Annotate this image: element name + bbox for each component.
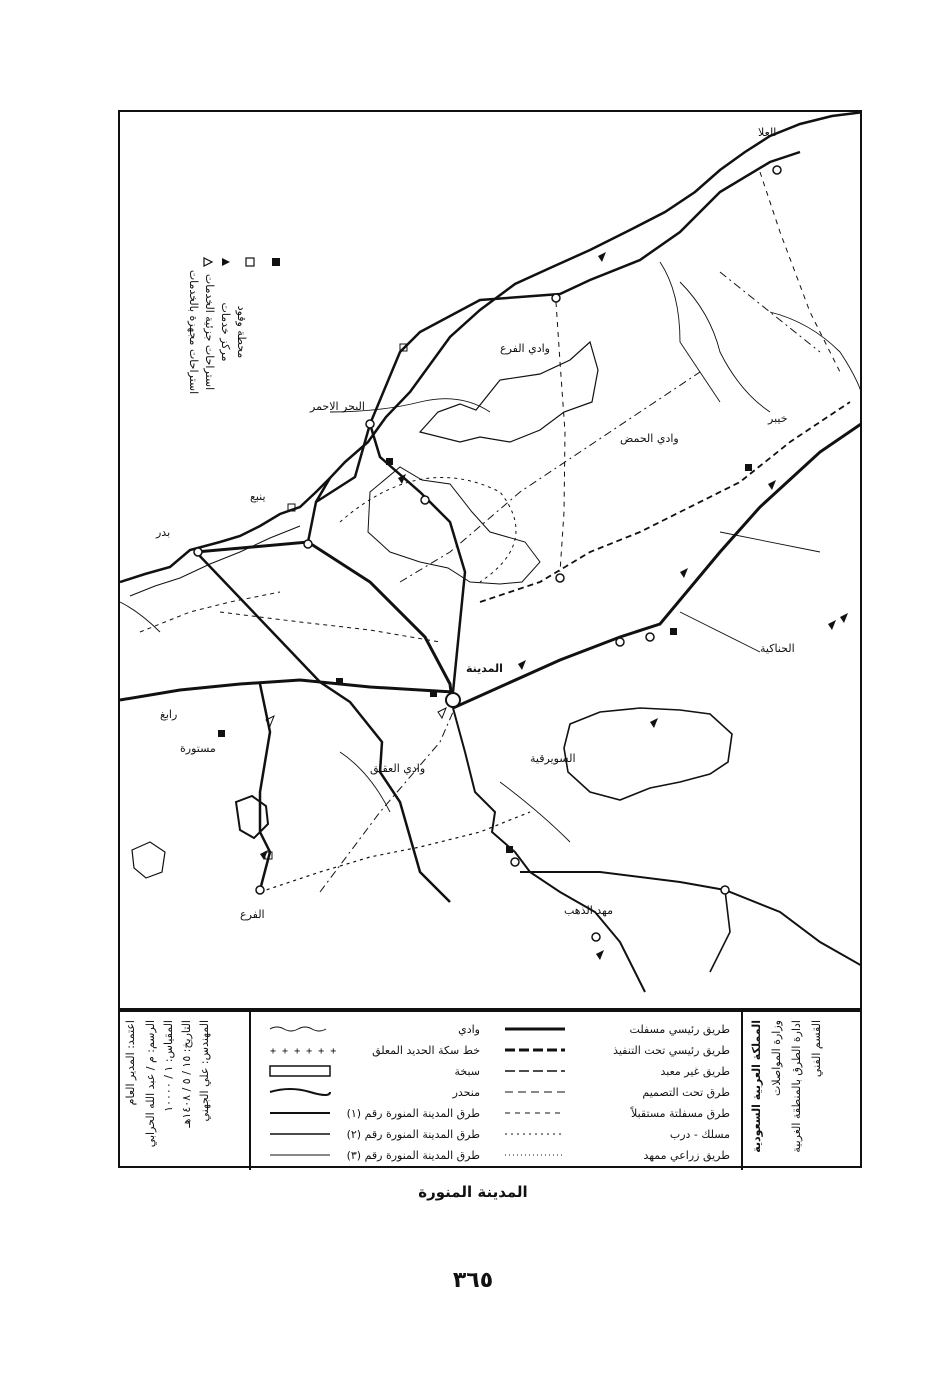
label-mastura: مستورة [180, 742, 216, 755]
label-hinakiyah: الحناكية [760, 642, 795, 655]
road-type-1: طريق رئيسي مسفلت [629, 1023, 730, 1036]
legend-line-3: مركز خدمات [219, 302, 232, 362]
road-type-2: طريق رئيسي تحت التنفيذ [613, 1044, 730, 1057]
escarpment-outline [420, 342, 598, 442]
title-line-4: القسم الفني [810, 1020, 823, 1078]
lake-outline [132, 842, 165, 878]
drawing-info-1: الرسم: م / عبد الله الحرابي [144, 1020, 157, 1148]
drawing-info-4: المهندس: علي الجهني [198, 1020, 211, 1122]
title-line-3: ادارة الطرق بالمنطقة الغربية [790, 1020, 803, 1153]
road-type-6: مسلك - درب [669, 1128, 730, 1141]
label-wadi-fara: وادي الفرع [500, 342, 550, 355]
label-wadi-aqiq: وادي العقيق [370, 762, 426, 775]
full-service-rest-symbol [386, 458, 393, 465]
map-legend [118, 1010, 862, 1168]
road-type-5: طرق مسفلتة مستقبلاً [631, 1107, 730, 1120]
legend-drawing [120, 1012, 864, 1170]
title-line-1: المملكة العربية السعودية [750, 1020, 763, 1153]
label-wadi-hamd: وادي الحمض [620, 432, 679, 445]
road-types-legend [505, 1023, 730, 1163]
road-type-4: طرق تحت التصميم [642, 1086, 730, 1099]
road-type-3: طريق غير معبد [660, 1065, 730, 1078]
label-khaybar: خيبر [768, 412, 788, 425]
label-madinah: المدينة [466, 662, 503, 675]
title-line-2: وزارة المواصلات [770, 1020, 783, 1097]
service-legend [187, 258, 280, 394]
feature-4: منحدر [452, 1086, 480, 1099]
page-number: ٣٦٥ [452, 1268, 494, 1293]
map-drawing [120, 112, 862, 1010]
road-to-mahd [120, 680, 453, 700]
label-mahd: مهد الذهب [564, 904, 614, 917]
sabkha-outline [564, 708, 732, 800]
label-rabigh: رابغ [160, 708, 178, 721]
feature-6: طرق المدينة المنورة رقم (٢) [346, 1128, 480, 1141]
wadi-line [680, 282, 770, 412]
legend-line-1: استراحات مجهزة بالخدمات [187, 269, 200, 395]
madinah-marker [446, 693, 460, 707]
drawing-info-3: التاريخ: ١٥ / ٥ / ١٤٠٨هـ [180, 1020, 193, 1128]
features-legend [270, 1023, 480, 1162]
label-sea: البحر الاحمر [310, 400, 365, 413]
legend-line-4: محطة وقود [235, 305, 248, 359]
feature-3: سبخة [454, 1065, 480, 1078]
label-yanbu: ينبع [250, 490, 266, 503]
approval-text: اعتمد: المدير العام [124, 1020, 137, 1106]
feature-2: خط سكة الحديد المعلق [372, 1044, 480, 1057]
dotted-ring [340, 477, 516, 582]
label-north-town: العلا [758, 126, 777, 139]
feature-1: وادي [458, 1023, 480, 1036]
feature-5: طرق المدينة المنورة رقم (١) [346, 1107, 480, 1120]
svg-text:+ + + + + +: + + + + + + [270, 1046, 337, 1057]
label-south-town: الفرع [240, 908, 265, 921]
legend-line-2: استراحات جزئية الخدمات [203, 273, 216, 391]
map-panel [118, 110, 862, 1010]
road-type-7: طريق زراعي ممهد [643, 1149, 730, 1162]
town-marker [366, 420, 374, 428]
label-suwaydirah: السويرقية [530, 752, 576, 765]
map-caption: المدينة المنورة [418, 1183, 528, 1201]
feature-7: طرق المدينة المنورة رقم (٣) [346, 1149, 480, 1162]
label-badr: بدر [156, 526, 171, 539]
drawing-info-2: المقياس: ١ / ١٠٠٠٠ [162, 1020, 175, 1112]
